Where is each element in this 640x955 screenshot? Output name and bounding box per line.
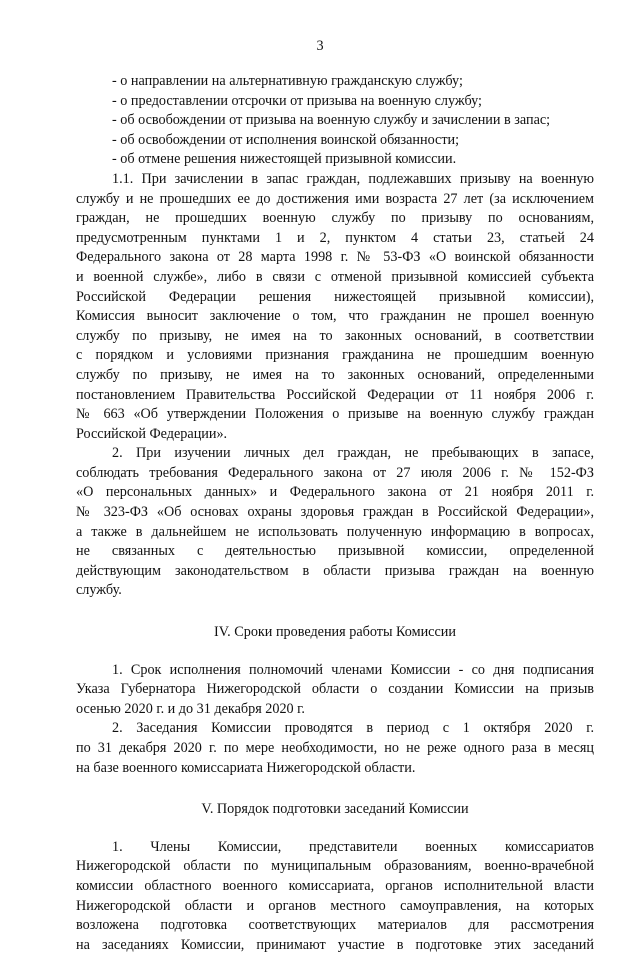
text-line: осенью 2020 г. и до 31 декабря 2020 г. [76, 700, 305, 717]
text-line: предусмотренным пунктами 1 и 2, пунктом 4 статьи 23, статьей 24 [76, 229, 594, 246]
section-5-heading: V. Порядок подготовки заседаний Комиссии [201, 801, 469, 818]
text-line: на базе военного комиссариата Нижегородской области. [76, 759, 416, 776]
spacer [76, 601, 594, 623]
section-4-heading: IV. Сроки проведения работы Комиссии [214, 624, 456, 641]
text-line: на заседаниях Комиссии, принимают участие в подготовке этих заседаний [76, 936, 594, 953]
spacer [76, 778, 594, 800]
decision-list [76, 72, 594, 170]
document-body [76, 72, 594, 955]
list-item: - о направлении на альтернативную гражданскую службу; [112, 73, 463, 89]
text-line: граждан, не прошедших военную службу по призыву по основаниям, [76, 210, 594, 227]
text-line: Российской Федерации решения нижестоящей призывной комиссии), [76, 288, 594, 305]
text-line: Нижегородской области и органов местного самоуправления, на которых [76, 897, 594, 914]
text-line: и военной службе», либо в связи с отменой призывной комиссией субъекта [76, 268, 594, 285]
section-5-paragraph-1 [76, 838, 594, 955]
text-line: Указа Губернатора Нижегородской области о создании Комиссии на призыв [76, 681, 594, 698]
text-line: Российской Федерации». [76, 425, 228, 442]
text-line: действующим законодательством в области призыва граждан на военную [76, 562, 594, 579]
text-line: № 663 «Об утверждении Положения о призыве на военную службу граждан [76, 406, 594, 423]
list-item: - о предоставлении отсрочки от призыва на военную службу; [112, 92, 482, 109]
section-4-paragraph-1 [76, 661, 594, 720]
text-line: не связанных с деятельностью призывной комиссии, определенной [76, 543, 594, 560]
paragraph-2 [76, 444, 594, 601]
text-line: а также в дальнейшем не использовать полученную информацию в вопросах, [76, 523, 594, 540]
text-line: 2. Заседания Комиссии проводятся в период с 1 октября 2020 г. [112, 720, 594, 737]
text-line: 1.1. При зачислении в запас граждан, подлежавших призыву на военную [112, 170, 594, 187]
list-item: - об освобождении от призыва на военную службу и зачислении в запас; [112, 112, 551, 129]
section-4-paragraph-2 [76, 719, 594, 778]
text-line: службу по призыву, не имея на то законных оснований, в соответствии [76, 327, 594, 344]
list-item: - об отмене решения нижестоящей призывной комиссии. [112, 151, 457, 168]
text-line: службу. [76, 582, 122, 599]
text-line: соблюдать требования Федерального закона от 27 июля 2006 г. № 152-ФЗ [76, 464, 594, 481]
spacer [76, 643, 594, 661]
text-line: по 31 декабря 2020 г. по мере необходимости, но не реже одного раза в месяц [76, 740, 594, 756]
spacer [76, 820, 594, 838]
text-line: Комиссия выносит заключение о том, что гражданин не прошел военную [76, 308, 594, 325]
text-line: с порядком и условиями признания гражданина не прошедшим военную [76, 347, 594, 364]
text-line: 1. Срок исполнения полномочий членами Комиссии - со дня подписания [112, 661, 594, 678]
text-line: постановлением Правительства Российской Федерации от 11 ноября 2006 г. [76, 386, 594, 403]
text-line: 2. При изучении личных дел граждан, не пребывающих в запасе, [112, 445, 594, 462]
text-line: № 323-ФЗ «Об основах охраны здоровья граждан в Российской Федерации», [76, 504, 594, 521]
text-line: комиссии областного военного комиссариата, органов исполнительной власти [76, 877, 594, 894]
text-line: Федерального закона от 28 марта 1998 г. № 53-ФЗ «О воинской обязанности [76, 249, 594, 266]
text-line: возложена подготовка соответствующих материалов для рассмотрения [76, 917, 594, 934]
paragraph-1-1 [76, 170, 594, 444]
text-line: службу и не прошедших ее до достижения ими возраста 27 лет (за исключением [76, 190, 594, 207]
page-number: 3 [316, 38, 324, 54]
text-line: службу по призыву, не имея на то законных оснований, определенными [76, 366, 594, 383]
list-item: - об освобождении от исполнения воинской обязанности; [112, 131, 460, 148]
text-line: 1. Члены Комиссии, представители военных комиссариатов [112, 838, 594, 855]
text-line: «О персональных данных» и Федерального закона от 21 ноября 2011 г. [76, 484, 594, 501]
text-line: Нижегородской области по муниципальным образованиям, военно-врачебной [76, 858, 594, 875]
